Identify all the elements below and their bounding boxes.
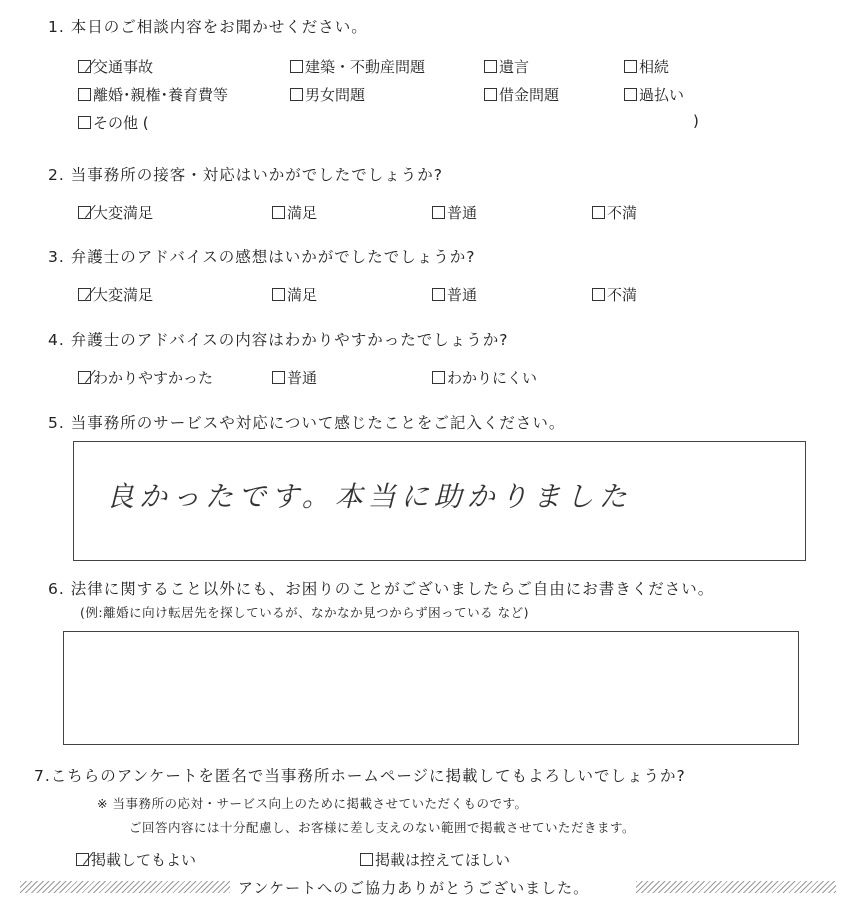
q2-option-very-satisfied[interactable]: 大変満足: [78, 202, 153, 223]
q5-answer-box[interactable]: [73, 441, 806, 561]
checkbox-icon[interactable]: [360, 853, 373, 866]
q4-option-normal[interactable]: 普通: [272, 367, 317, 388]
q3-option-dissatisfied[interactable]: 不満: [592, 284, 637, 305]
q6-answer-box[interactable]: [63, 631, 799, 745]
q4-title: 4. 弁護士のアドバイスの内容はわかりやすかったでしょうか?: [48, 331, 509, 349]
q1-option-inheritance[interactable]: 相続: [624, 56, 669, 77]
q7-title: 7.こちらのアンケートを匿名で当事務所ホームページに掲載してもよろしいでしょうか?: [34, 767, 686, 785]
q1-option-divorce[interactable]: 離婚･親権･養育費等: [78, 84, 228, 105]
q3-option-normal[interactable]: 普通: [432, 284, 477, 305]
checkbox-icon[interactable]: [484, 60, 497, 73]
footer-thanks: アンケートへのご協力ありがとうございました。: [238, 879, 590, 897]
q2-option-normal[interactable]: 普通: [432, 202, 477, 223]
q1-other-close-paren: ): [693, 112, 699, 130]
q1-option-relationship[interactable]: 男女問題: [290, 84, 365, 105]
q4-option-easy[interactable]: わかりやすかった: [78, 367, 213, 388]
checkbox-icon[interactable]: [272, 371, 285, 384]
checkbox-checked-icon[interactable]: [78, 206, 91, 219]
q7-note-1: ※ 当事務所の応対・サービス向上のために掲載させていただくものです。: [97, 796, 528, 811]
q6-example: (例:離婚に向け転居先を探しているが、なかなか見つからず困っている など): [80, 605, 529, 620]
q5-handwritten-answer: 良かったです。本当に助かりました: [106, 480, 632, 513]
checkbox-checked-icon[interactable]: [78, 371, 91, 384]
checkbox-icon[interactable]: [290, 88, 303, 101]
q2-option-dissatisfied[interactable]: 不満: [592, 202, 637, 223]
q3-title: 3. 弁護士のアドバイスの感想はいかがでしたでしょうか?: [48, 248, 476, 266]
checkbox-icon[interactable]: [592, 288, 605, 301]
checkbox-checked-icon[interactable]: [78, 288, 91, 301]
q1-option-other[interactable]: その他 (: [78, 112, 149, 133]
checkbox-icon[interactable]: [432, 371, 445, 384]
q1-option-traffic-accident[interactable]: 交通事故: [78, 56, 153, 77]
q1-option-will[interactable]: 遺言: [484, 56, 529, 77]
checkbox-icon[interactable]: [624, 88, 637, 101]
checkbox-icon[interactable]: [432, 288, 445, 301]
q6-title: 6. 法律に関すること以外にも、お困りのことがございましたらご自由にお書きください。: [48, 580, 715, 598]
checkbox-icon[interactable]: [272, 288, 285, 301]
footer-hatch-right: [636, 881, 836, 893]
checkbox-checked-icon[interactable]: [76, 853, 89, 866]
q3-option-satisfied[interactable]: 満足: [272, 284, 317, 305]
q7-option-allow[interactable]: 掲載してもよい: [76, 849, 196, 870]
checkbox-icon[interactable]: [290, 60, 303, 73]
checkbox-icon[interactable]: [432, 206, 445, 219]
q7-option-decline[interactable]: 掲載は控えてほしい: [360, 849, 510, 870]
footer-hatch-left: [20, 881, 230, 893]
checkbox-icon[interactable]: [592, 206, 605, 219]
q7-note-2: ご回答内容には十分配慮し、お客様に差し支えのない範囲で掲載させていただきます。: [129, 820, 636, 835]
checkbox-icon[interactable]: [78, 116, 91, 129]
checkbox-icon[interactable]: [78, 88, 91, 101]
q1-option-construction-real-estate[interactable]: 建築・不動産問題: [290, 56, 425, 77]
checkbox-icon[interactable]: [272, 206, 285, 219]
q2-option-satisfied[interactable]: 満足: [272, 202, 317, 223]
q4-option-hard[interactable]: わかりにくい: [432, 367, 537, 388]
q2-title: 2. 当事務所の接客・対応はいかがでしたでしょうか?: [48, 166, 443, 184]
checkbox-checked-icon[interactable]: [78, 60, 91, 73]
q3-option-very-satisfied[interactable]: 大変満足: [78, 284, 153, 305]
q1-title: 1. 本日のご相談内容をお聞かせください。: [48, 18, 368, 36]
q5-title: 5. 当事務所のサービスや対応について感じたことをご記入ください。: [48, 414, 566, 432]
q1-option-overpayment[interactable]: 過払い: [624, 84, 684, 105]
footer-banner: [0, 876, 861, 900]
q1-option-debt[interactable]: 借金問題: [484, 84, 559, 105]
checkbox-icon[interactable]: [624, 60, 637, 73]
checkbox-icon[interactable]: [484, 88, 497, 101]
